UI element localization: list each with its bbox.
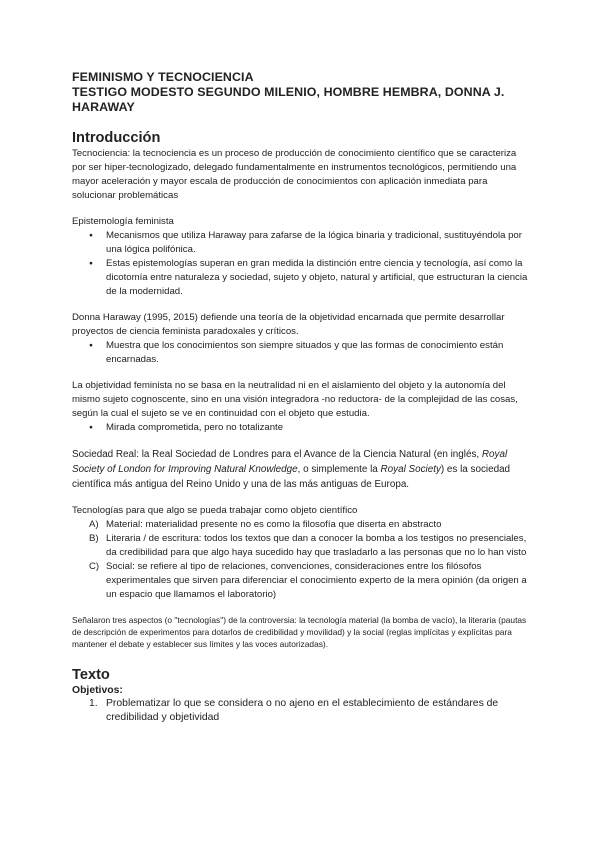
royal-society-short-name: Royal Society — [380, 464, 441, 475]
sociedad-real-paragraph: Sociedad Real: la Real Sociedad de Londres para el Avance de la Ciencia Natural (en inglés, Royal Society of London for Improving Natural Knowledge, o simplemente la Royal Society) es la sociedad científica más antigua del Reino Unido y una de las más antiguas de Europa. — [72, 449, 511, 490]
list-marker: 1. — [89, 698, 98, 709]
objetivos-label: Objetivos: — [72, 685, 123, 696]
list-item: C) Social: se refiere al tipo de relaciones, convenciones, consideraciones entre los filósofos experimentales que sirven para diferenciar el conocimiento experto de la mera opinión (da origen a un espacio que llamamos el laboratorio) — [89, 561, 527, 600]
epistemologia-list — [72, 229, 530, 299]
list-item: B) Literaria / de escritura: todos los textos que dan a conocer la bomba a los testigos no presenciales, da credibilidad para que algo haya sucedido hay que trasladarlo a las personas que no lo han visto — [89, 533, 527, 558]
tecnologias-label: Tecnologías para que algo se pueda trabajar como objeto científico — [72, 505, 358, 516]
epistemologia-label: Epistemología feminista — [72, 216, 174, 227]
list-marker: C) — [89, 561, 100, 572]
royal-society-full-name: Royal Society of London for Improving Natural Knowledge — [72, 449, 508, 475]
objetividad-list — [72, 421, 530, 435]
list-item: ● Estas epistemologías superan en gran medida la distinción entre ciencia y tecnología, así como la dicotomía entre naturaleza y sociedad, sujeto y objeto, natural y artificial, que estructuran la ciencia de la modernidad. — [72, 257, 530, 299]
list-item: ● Mecanismos que utiliza Haraway para zafarse de la lógica binaria y tradicional, sustituyéndola por una lógica polifónica. — [72, 229, 530, 257]
document-title-line-1: FEMINISMO Y TECNOCIENCIA — [72, 70, 254, 84]
document-title-line-2: TESTIGO MODESTO SEGUNDO MILENIO, HOMBRE HEMBRA, DONNA J. HARAWAY — [72, 85, 505, 114]
haraway-list — [72, 339, 530, 367]
list-item: ● Mirada comprometida, pero no totalizante — [72, 421, 530, 435]
senalaron-paragraph: Señalaron tres aspectos (o "tecnologías") de la controversia: la tecnología material (la bomba de vacío), la literaria (pautas de descripción de experimentos para dotarlos de credibilidad y movilidad) y la social (reglas implícitas y explícitas para mantener el debate y establecer sus límites y las voces autorizadas). — [72, 615, 527, 649]
list-item: A) Material: materialidad presente no es como la filosofía que diserta en abstracto — [89, 519, 442, 530]
section-heading-texto: Texto — [72, 667, 110, 683]
tecnociencia-paragraph: Tecnociencia: la tecnociencia es un proceso de producción de conocimiento científico que se caracteriza por ser hiper-tecnologizado, delegado fundamentalmente en instrumentos tecnológicos, permitiendo una mayor aceleración y mayor escala de producción de conocimientos con aplicación inmediata para solucionar problemáticas — [72, 148, 517, 201]
objetivos-list — [72, 697, 530, 725]
objetividad-paragraph: La objetividad feminista no se basa en la neutralidad ni en el aislamiento del objeto y la autonomía del mismo sujeto cognoscente, sino en una visión integradora -no reductora- de la complejidad de las cosas, según la cual el sujeto se ve en continuidad con el objeto que estudia. — [72, 380, 518, 419]
haraway-paragraph: Donna Haraway (1995, 2015) defiende una teoría de la objetividad encarnada que permite desarrollar proyectos de ciencia feminista paradoxales y críticos. — [72, 312, 505, 337]
list-marker: A) — [89, 519, 99, 530]
list-marker: B) — [89, 533, 99, 544]
list-item: ● Muestra que los conocimientos son siempre situados y que las formas de conocimiento están encarnadas. — [72, 339, 530, 367]
section-heading-introduccion: Introducción — [72, 130, 161, 146]
tecnologias-list — [72, 518, 530, 602]
list-item: 1. Problematizar lo que se considera o no ajeno en el establecimiento de estándares de credibilidad y objetividad — [89, 698, 499, 723]
